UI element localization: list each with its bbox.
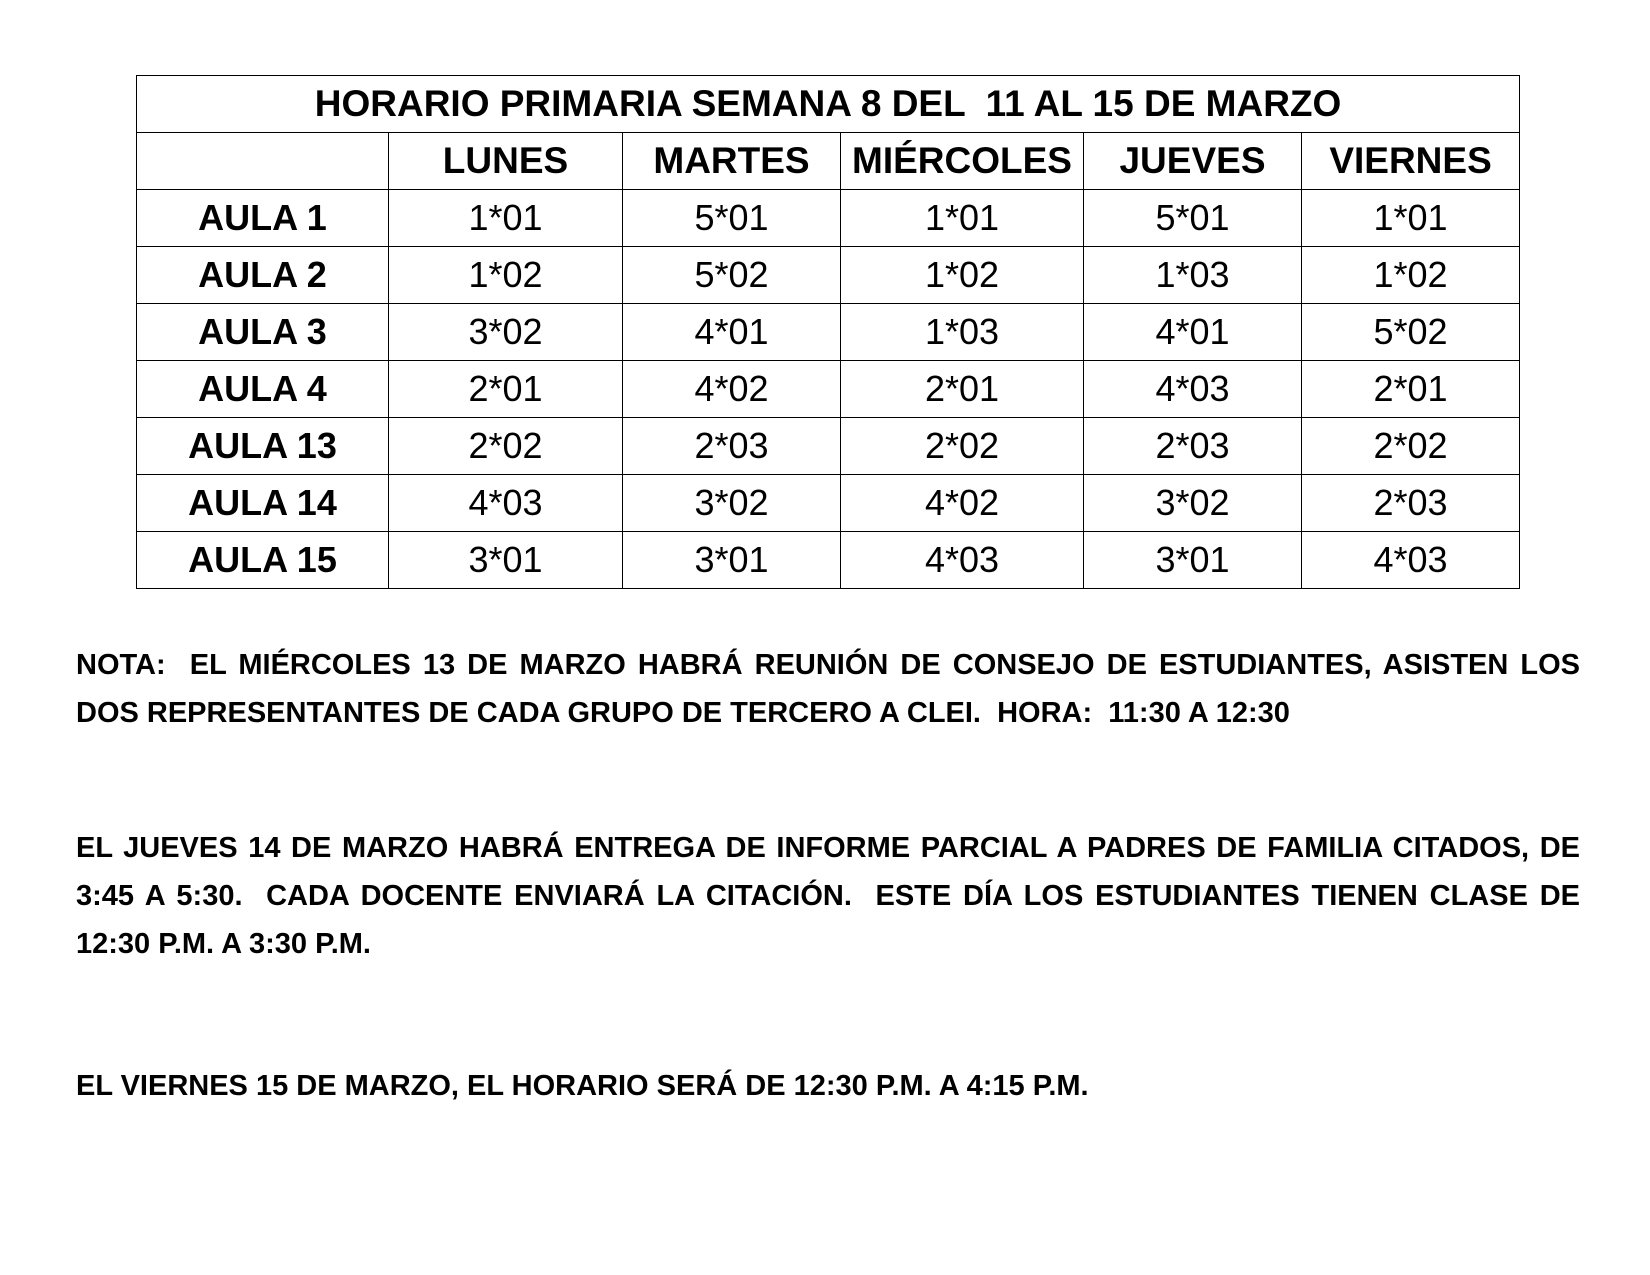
schedule-table <box>136 75 1520 589</box>
table-row <box>137 190 1520 247</box>
day-header-thursday: JUEVES <box>1084 133 1302 190</box>
table-row <box>137 361 1520 418</box>
room-label: AULA 15 <box>137 532 389 589</box>
table-cell: 4*03 <box>389 475 623 532</box>
table-cell: 2*02 <box>1302 418 1520 475</box>
table-cell: 5*01 <box>1084 190 1302 247</box>
table-cell: 4*03 <box>1084 361 1302 418</box>
day-header-monday: LUNES <box>389 133 623 190</box>
table-cell: 4*02 <box>841 475 1084 532</box>
room-label: AULA 14 <box>137 475 389 532</box>
table-cell: 2*01 <box>1302 361 1520 418</box>
note-friday-schedule: EL VIERNES 15 DE MARZO, EL HORARIO SERÁ DE 12:30 P.M. A 4:15 P.M. <box>76 1070 1089 1102</box>
note-report-delivery: EL JUEVES 14 DE MARZO HABRÁ ENTREGA DE INFORME PARCIAL A PADRES DE FAMILIA CITADOS, DE 3:45 A 5:30. CADA DOCENTE ENVIARÁ LA CITACIÓN. ESTE DÍA LOS ESTUDIANTES TIENEN CLASE DE 12:30 P.M. A 3:30 P.M. <box>76 832 1589 960</box>
note-council-meeting: NOTA: EL MIÉRCOLES 13 DE MARZO HABRÁ REUNIÓN DE CONSEJO DE ESTUDIANTES, ASISTEN LOS DOS REPRESENTANTES DE CADA GRUPO DE TERCERO A CLEI. HORA: 11:30 A 12:30 <box>76 649 1589 729</box>
table-cell: 2*01 <box>841 361 1084 418</box>
table-cell: 3*02 <box>1084 475 1302 532</box>
table-cell: 3*01 <box>389 532 623 589</box>
table-row <box>137 418 1520 475</box>
table-title: HORARIO PRIMARIA SEMANA 8 DEL 11 AL 15 DE MARZO <box>137 76 1520 133</box>
table-cell: 3*01 <box>1084 532 1302 589</box>
table-cell: 4*03 <box>841 532 1084 589</box>
table-cell: 1*02 <box>841 247 1084 304</box>
table-cell: 3*01 <box>623 532 841 589</box>
room-label: AULA 3 <box>137 304 389 361</box>
table-cell: 2*03 <box>1302 475 1520 532</box>
table-cell: 4*02 <box>623 361 841 418</box>
table-cell: 1*03 <box>841 304 1084 361</box>
table-cell: 2*03 <box>623 418 841 475</box>
table-cell: 1*02 <box>1302 247 1520 304</box>
room-label: AULA 4 <box>137 361 389 418</box>
table-cell: 5*02 <box>1302 304 1520 361</box>
table-cell: 4*01 <box>623 304 841 361</box>
room-label: AULA 1 <box>137 190 389 247</box>
day-header-wednesday: MIÉRCOLES <box>841 133 1084 190</box>
table-cell: 2*03 <box>1084 418 1302 475</box>
table-row <box>137 532 1520 589</box>
title-row <box>137 76 1520 133</box>
corner-cell <box>137 133 389 190</box>
table-cell: 5*01 <box>623 190 841 247</box>
table-cell: 5*02 <box>623 247 841 304</box>
table-cell: 3*02 <box>389 304 623 361</box>
table-cell: 4*03 <box>1302 532 1520 589</box>
day-header-row <box>137 133 1520 190</box>
table-cell: 1*02 <box>389 247 623 304</box>
room-label: AULA 13 <box>137 418 389 475</box>
table-row <box>137 475 1520 532</box>
table-cell: 2*02 <box>841 418 1084 475</box>
table-cell: 1*03 <box>1084 247 1302 304</box>
table-cell: 1*01 <box>841 190 1084 247</box>
table-row <box>137 247 1520 304</box>
table-cell: 4*01 <box>1084 304 1302 361</box>
room-label: AULA 2 <box>137 247 389 304</box>
schedule-body <box>137 76 1520 589</box>
table-cell: 1*01 <box>1302 190 1520 247</box>
table-cell: 2*01 <box>389 361 623 418</box>
table-cell: 1*01 <box>389 190 623 247</box>
table-cell: 2*02 <box>389 418 623 475</box>
table-cell: 3*02 <box>623 475 841 532</box>
day-header-tuesday: MARTES <box>623 133 841 190</box>
day-header-friday: VIERNES <box>1302 133 1520 190</box>
table-row <box>137 304 1520 361</box>
